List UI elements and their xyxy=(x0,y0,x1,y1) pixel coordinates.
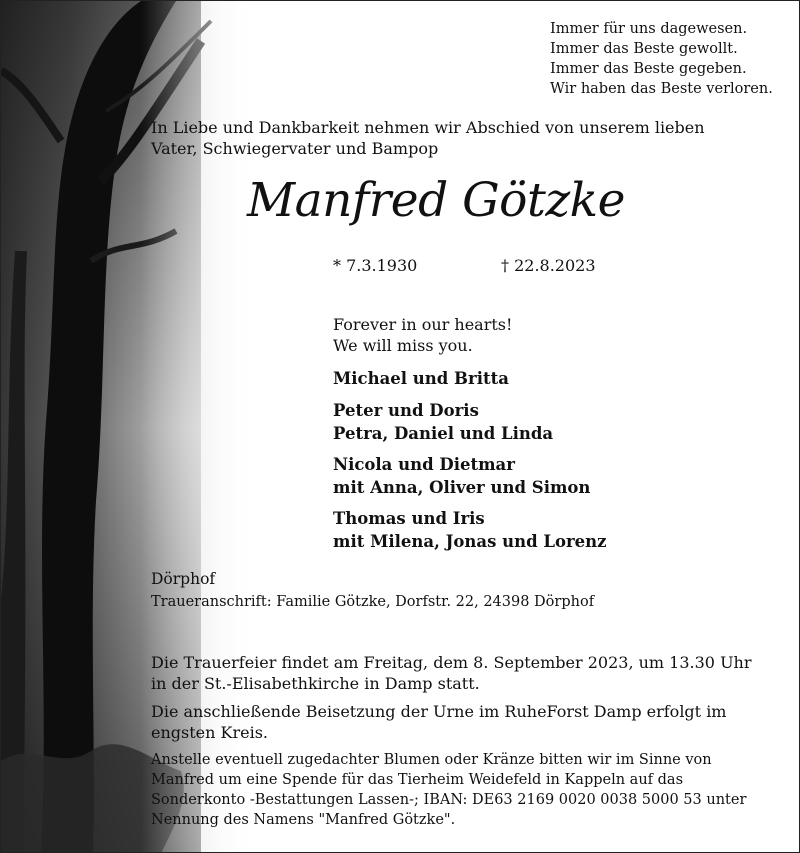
ceremony-line: Die Trauerfeier findet am Freitag, dem 8. September 2023, um 13.30 Uhr xyxy=(151,653,752,672)
donation-info xyxy=(151,750,746,830)
quote-line: We will miss you. xyxy=(333,336,473,355)
family-group xyxy=(333,453,590,499)
family-line: mit Milena, Jonas und Lorenz xyxy=(333,532,607,551)
family-line: Thomas und Iris xyxy=(333,509,485,528)
intro-line: In Liebe und Dankbarkeit nehmen wir Abschied von unserem lieben xyxy=(151,118,705,137)
birth-date: * 7.3.1930 xyxy=(333,256,418,275)
donation-line: Manfred um eine Spende für das Tierheim Weidefeld in Kappeln auf das xyxy=(151,772,684,788)
ceremony-line: in der St.-Elisabethkirche in Damp statt. xyxy=(151,674,480,693)
family-group xyxy=(333,367,509,390)
burial-info xyxy=(151,701,726,743)
quote-line: Forever in our hearts! xyxy=(333,315,513,334)
family-group xyxy=(333,399,553,445)
family-line: mit Anna, Oliver und Simon xyxy=(333,478,591,497)
burial-line: Die anschließende Beisetzung der Urne im RuheForst Damp erfolgt im xyxy=(151,702,727,721)
intro-text xyxy=(151,117,705,159)
family-line: Nicola und Dietmar xyxy=(333,455,515,474)
place-name: Dörphof xyxy=(151,570,216,588)
intro-line: Vater, Schwiegervater und Bampop xyxy=(151,139,439,158)
donation-line: Nennung des Namens "Manfred Götzke". xyxy=(151,812,456,828)
poem-line: Immer das Beste gegeben. xyxy=(550,61,747,77)
donation-line: Anstelle eventuell zugedachter Blumen oder Kränze bitten wir im Sinne von xyxy=(151,752,712,768)
poem-line: Immer für uns dagewesen. xyxy=(550,21,748,37)
family-group xyxy=(333,507,607,553)
donation-line: Sonderkonto -Bestattungen Lassen-; IBAN: DE63 2169 0020 0038 5000 53 unter xyxy=(151,792,747,808)
death-date: † 22.8.2023 xyxy=(501,256,596,275)
deceased-name: Manfred Götzke xyxy=(247,173,625,228)
poem-line: Wir haben das Beste verloren. xyxy=(550,81,773,97)
family-line: Petra, Daniel und Linda xyxy=(333,424,554,443)
burial-line: engsten Kreis. xyxy=(151,723,268,742)
poem xyxy=(550,19,773,99)
family-line: Michael und Britta xyxy=(333,369,509,388)
english-quote xyxy=(333,314,512,356)
ceremony-info xyxy=(151,652,752,694)
poem-line: Immer das Beste gewollt. xyxy=(550,41,738,57)
mourning-address: Traueranschrift: Familie Götzke, Dorfstr. 22, 24398 Dörphof xyxy=(151,594,595,610)
family-line: Peter und Doris xyxy=(333,401,479,420)
